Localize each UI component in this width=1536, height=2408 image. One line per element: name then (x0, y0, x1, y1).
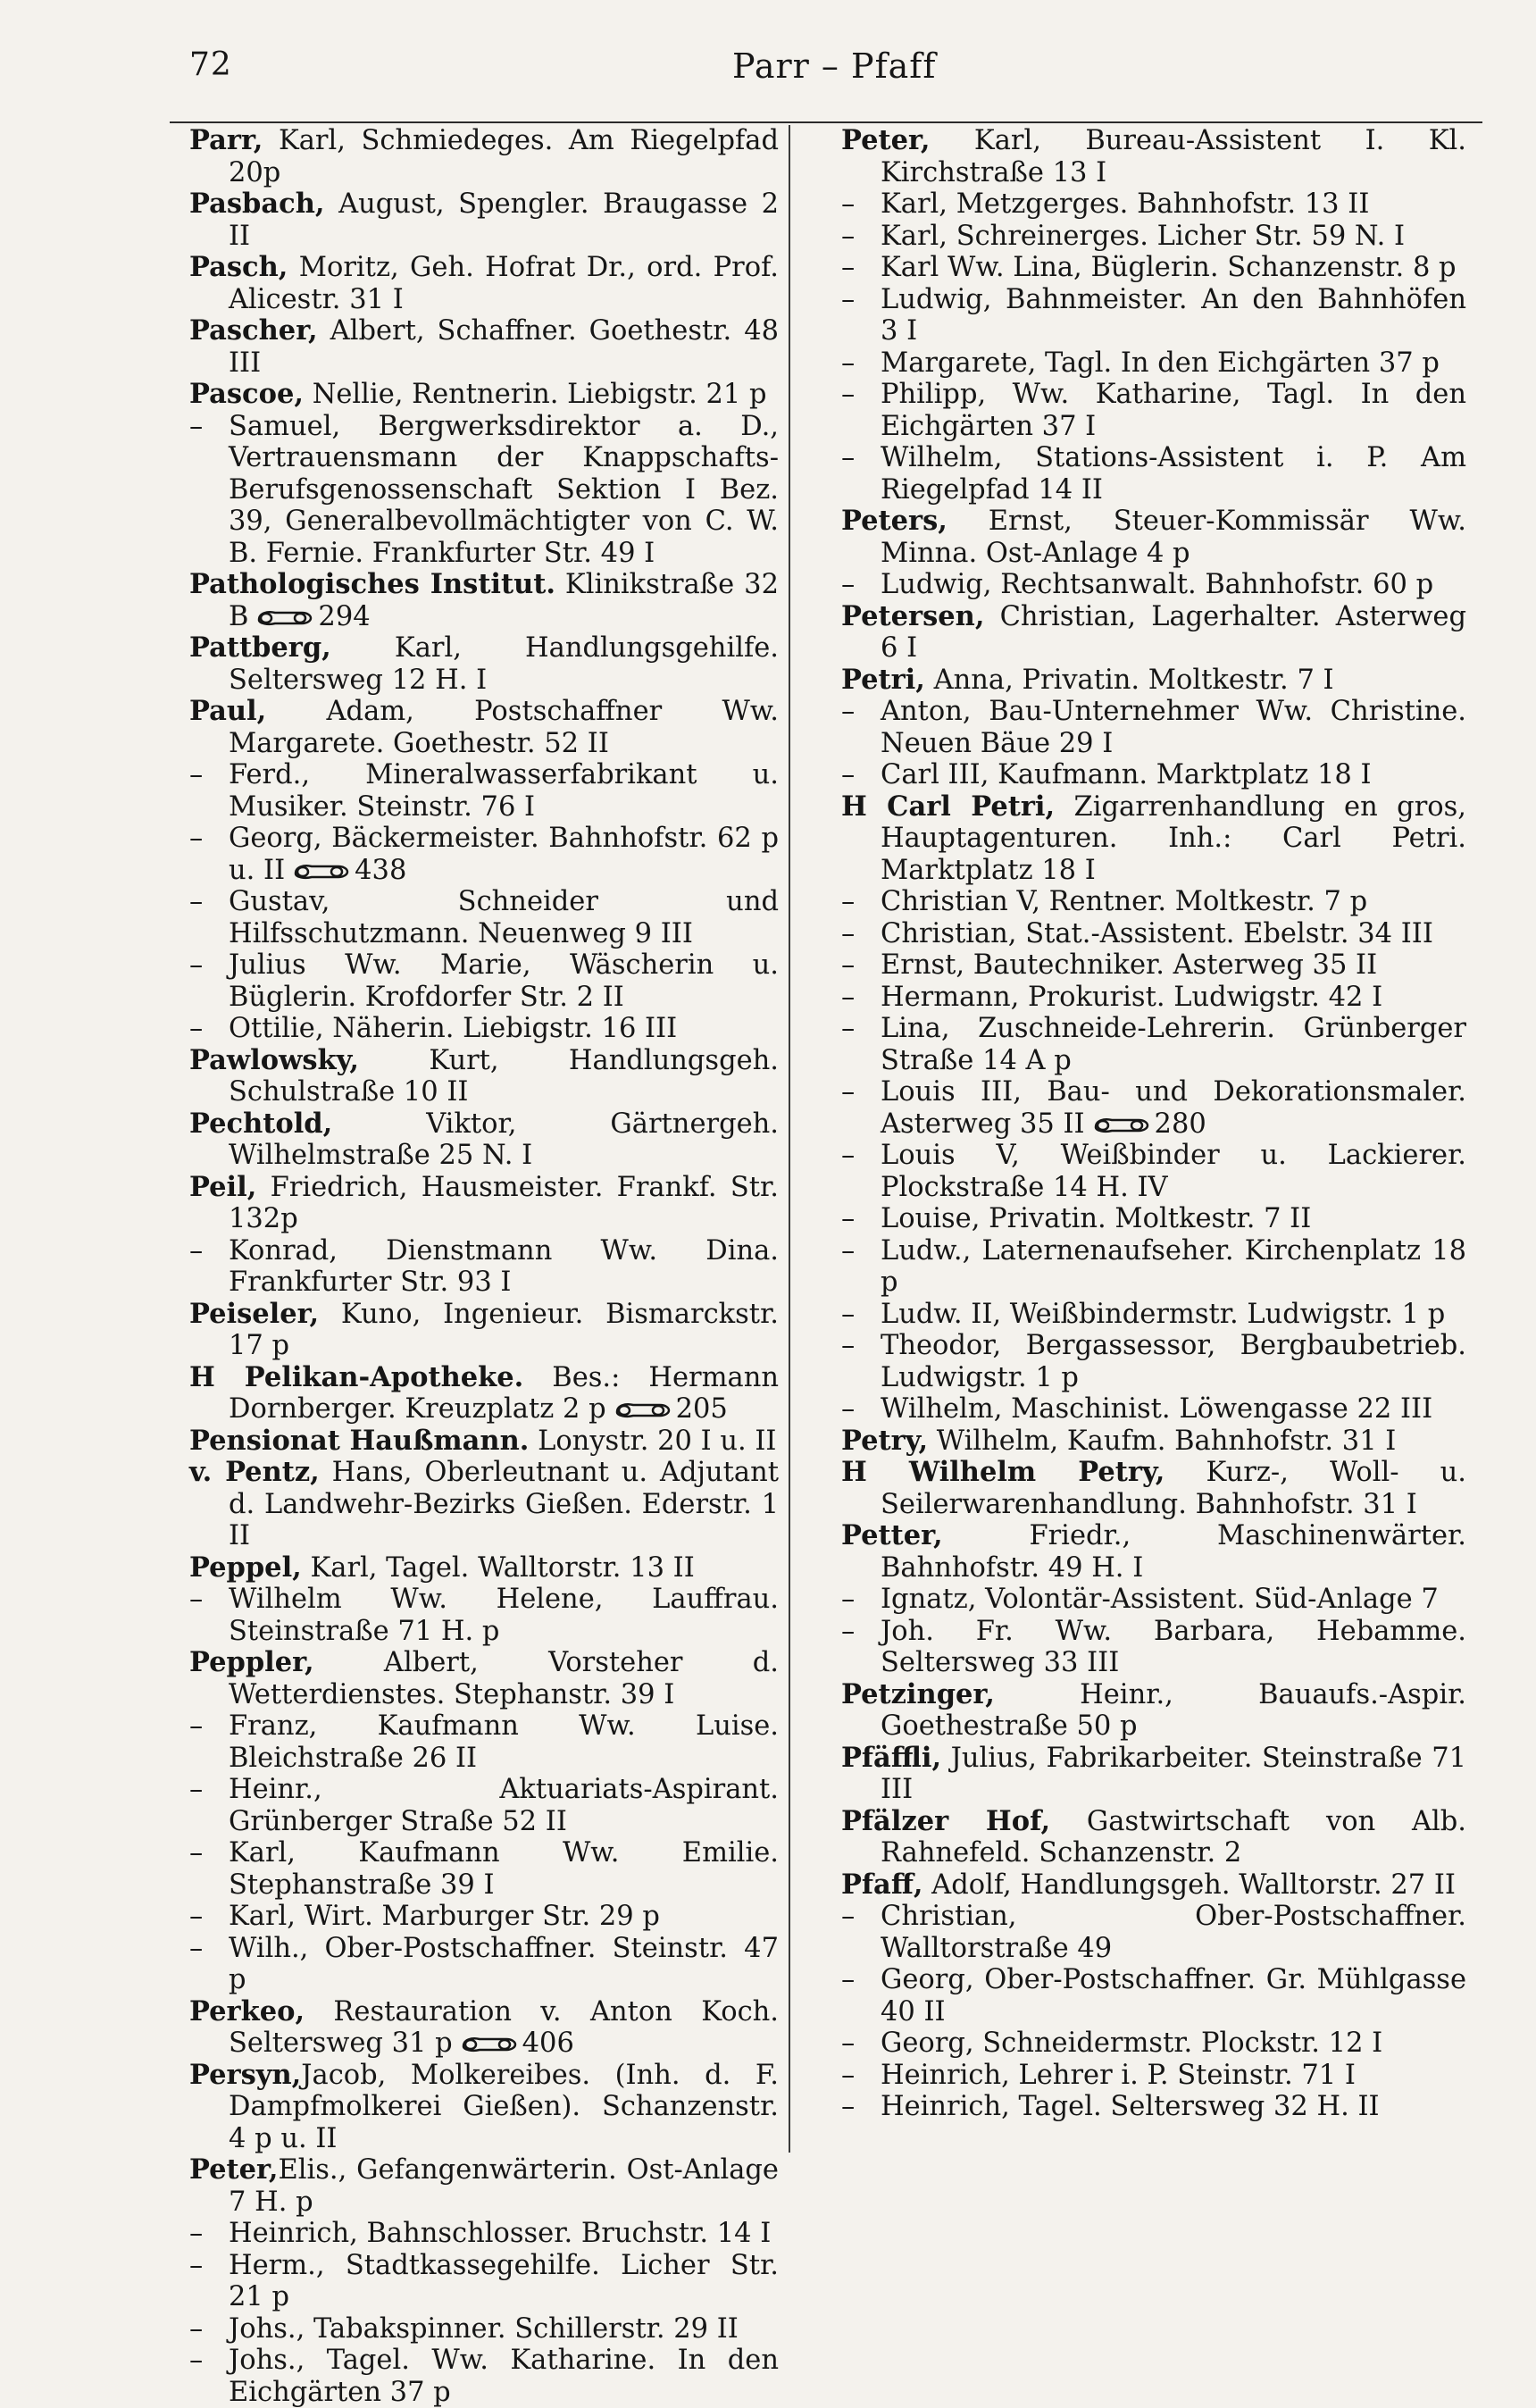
entry-text: Christian, Lagerhalter. Asterweg 6 I (881, 600, 1466, 664)
entry-text: Hermann, Prokurist. Ludwigstr. 42 I (881, 981, 1383, 1013)
directory-entry (189, 1299, 779, 1362)
directory-entry (189, 759, 779, 823)
directory-entry (189, 1457, 779, 1552)
entry-text: Kurz-, Woll- u. Seilerwarenhandlung. Bahnhofstr. 31 I (881, 1457, 1466, 1520)
entry-text: Friedr., Maschinenwärter. Bahnhofstr. 49 H. I (881, 1520, 1466, 1584)
entry-name: Pfaff, (841, 1868, 923, 1901)
repeat-dash: – (189, 1013, 204, 1044)
right-column (841, 125, 1466, 2123)
entry-text: Christian, Ober-Postschaffner. Walltorstraße 49 (881, 1901, 1466, 1964)
entry-text: Restauration v. Anton Koch. Seltersweg 31 p (229, 1995, 779, 2059)
repeat-dash: – (189, 886, 204, 917)
entry-name: Parr, (189, 124, 263, 156)
directory-entry (841, 252, 1466, 284)
entry-text: Johs., Tagel. Ww. Katharine. In den Eichgärten 37 p (229, 2345, 779, 2408)
directory-entry (841, 2028, 1466, 2060)
directory-entry (841, 1330, 1466, 1393)
entry-text: Friedrich, Hausmeister. Frankf. Str. 132p (229, 1171, 779, 1234)
entry-name: Pfälzer Hof, (841, 1804, 1051, 1837)
directory-entry (841, 2091, 1466, 2123)
directory-entry (841, 696, 1466, 759)
entry-text: Karl, Wirt. Marburger Str. 29 p (229, 1901, 660, 1932)
repeat-dash: – (841, 252, 856, 283)
entry-name: Petter, (841, 1519, 943, 1551)
phone-number: 280 (1154, 1108, 1206, 1140)
entry-text: Ludw., Laternenaufseher. Kirchenplatz 18 p (881, 1234, 1466, 1298)
repeat-dash: – (189, 823, 204, 854)
directory-entry (841, 1743, 1466, 1806)
telephone-icon (255, 607, 313, 629)
entry-text: Wilh., Ober-Postschaffner. Steinstr. 47 p (229, 1932, 779, 1995)
entry-text: Heinrich, Tagel. Seltersweg 32 H. II (881, 2091, 1380, 2122)
directory-entry (841, 188, 1466, 221)
repeat-dash: – (189, 949, 204, 981)
directory-entry (189, 2313, 779, 2345)
directory-entry (841, 1076, 1466, 1140)
entry-text: Ottilie, Näherin. Liebigstr. 16 III (229, 1013, 678, 1044)
directory-entry (189, 1647, 779, 1710)
directory-entry (841, 1679, 1466, 1743)
entry-name: Peters, (841, 505, 947, 537)
entry-text: Ludwig, Rechtsanwalt. Bahnhofstr. 60 p (881, 569, 1434, 600)
directory-entry (841, 791, 1466, 887)
entry-text: Karl, Bureau-Assistent I. Kl. Kirchstraße 13 I (881, 125, 1466, 188)
entry-text: Herm., Stadtkassegehilfe. Licher Str. 21 p (229, 2249, 779, 2312)
telephone-icon (1092, 1115, 1149, 1136)
entry-name: Peppler, (189, 1646, 314, 1678)
telephone-icon (292, 861, 349, 882)
directory-entry (841, 1235, 1466, 1299)
entry-name: Pattberg, (189, 631, 331, 664)
repeat-dash: – (189, 1901, 204, 1932)
directory-entry (189, 2345, 779, 2408)
repeat-dash: – (189, 1584, 204, 1615)
directory-entry (841, 221, 1466, 253)
repeat-dash: – (841, 1330, 856, 1361)
entry-text: Julius Ww. Marie, Wäscherin u. Büglerin. Krofdorfer Str. 2 II (229, 949, 779, 1013)
directory-entry (841, 284, 1466, 347)
entry-text: Louis III, Bau- und Dekorationsmaler. Asterweg 35 II (881, 1076, 1466, 1140)
repeat-dash: – (189, 2345, 204, 2376)
directory-entry (841, 1426, 1466, 1458)
directory-entry (189, 1235, 779, 1299)
directory-entry (189, 1710, 779, 1774)
entry-text: Klinikstraße 32 B (229, 569, 779, 632)
entry-text: Konrad, Dienstmann Ww. Dina. Frankfurter Str. 93 I (229, 1234, 779, 1298)
entry-text: Ignatz, Volontär-Assistent. Süd-Anlage 7 (881, 1584, 1439, 1615)
entry-text: Margarete, Tagl. In den Eichgärten 37 p (881, 347, 1440, 379)
telephone-icon (614, 1400, 671, 1421)
entry-text: Heinrich, Lehrer i. P. Steinstr. 71 I (881, 2059, 1356, 2091)
entry-text: Louis V, Weißbinder u. Lackierer. Plockstraße 14 H. IV (881, 1140, 1466, 1203)
entry-text: Christian, Stat.-Assistent. Ebelstr. 34 III (881, 917, 1433, 949)
entry-text: Karl, Metzgerges. Bahnhofstr. 13 II (881, 188, 1370, 220)
repeat-dash: – (189, 1710, 204, 1742)
entry-name: H Pelikan-Apotheke. (189, 1360, 524, 1393)
phone-number: 294 (318, 600, 371, 632)
directory-entry (189, 2154, 779, 2218)
phone-number: 438 (355, 854, 407, 886)
directory-entry (189, 1996, 779, 2060)
phone-number: 406 (522, 2028, 574, 2059)
repeat-dash: – (841, 759, 856, 790)
repeat-dash: – (841, 1901, 856, 1932)
directory-entry (189, 2060, 779, 2155)
entry-text: Heinrich, Bahnschlosser. Bruchstr. 14 I (229, 2218, 772, 2249)
repeat-dash: – (841, 1615, 856, 1647)
entry-text: Georg, Ober-Postschaffner. Gr. Mühlgasse 40 II (881, 1964, 1466, 2028)
directory-entry (189, 569, 779, 632)
directory-entry (189, 315, 779, 379)
entry-name: Petri, (841, 663, 925, 696)
directory-entry (841, 982, 1466, 1014)
directory-entry (841, 1013, 1466, 1076)
repeat-dash: – (189, 1774, 204, 1805)
directory-entry (189, 2250, 779, 2313)
phone-number: 205 (675, 1393, 728, 1425)
entry-name: Pascoe, (189, 378, 304, 410)
entry-text: Georg, Bäckermeister. Bahnhofstr. 62 p u. II (229, 823, 779, 886)
entry-text: Karl, Kaufmann Ww. Emilie. Stephanstraße 39 I (229, 1837, 779, 1901)
entry-text: August, Spengler. Braugasse 2 II (229, 188, 779, 252)
entry-text: Franz, Kaufmann Ww. Luise. Bleichstraße 26 II (229, 1710, 779, 1774)
entry-text: Gastwirtschaft von Alb. Rahnefeld. Schanzenstr. 2 (881, 1805, 1466, 1869)
entry-text: Nellie, Rentnerin. Liebigstr. 21 p (304, 379, 767, 410)
entry-name: Pathologisches Institut. (189, 568, 555, 600)
repeat-dash: – (841, 379, 856, 410)
directory-entry (189, 1837, 779, 1901)
directory-entry (189, 411, 779, 570)
entry-name: Peter, (841, 124, 931, 156)
entry-name: Pechtold, (189, 1107, 333, 1140)
directory-entry (189, 1774, 779, 1837)
directory-entry (841, 949, 1466, 982)
repeat-dash: – (841, 2059, 856, 2091)
entry-name: H Wilhelm Petry, (841, 1456, 1165, 1488)
entry-text: Christian V, Rentner. Moltkestr. 7 p (881, 886, 1368, 917)
directory-entry (189, 379, 779, 411)
directory-entry (841, 347, 1466, 380)
repeat-dash: – (189, 759, 204, 790)
directory-entry (841, 665, 1466, 697)
entry-name: Paul, (189, 695, 267, 727)
entry-text: Lina, Zuschneide-Lehrerin. Grünberger Straße 14 A p (881, 1013, 1466, 1076)
entry-text: Gustav, Schneider und Hilfsschutzmann. Neuenweg 9 III (229, 886, 779, 949)
directory-entry (189, 696, 779, 759)
directory-entry (189, 1901, 779, 1933)
entry-text: Julius, Fabrikarbeiter. Steinstraße 71 III (881, 1742, 1466, 1805)
repeat-dash: – (189, 2249, 204, 2281)
entry-text: Philipp, Ww. Katharine, Tagl. In den Eichgärten 37 I (881, 379, 1466, 442)
repeat-dash: – (189, 1837, 204, 1869)
directory-entry (841, 1806, 1466, 1869)
repeat-dash: – (841, 1964, 856, 1995)
entry-text: Wilhelm, Maschinist. Löwengasse 22 III (881, 1393, 1433, 1425)
entry-text: Heinr., Aktuariats-Aspirant. Grünberger Straße 52 II (229, 1774, 779, 1837)
repeat-dash: – (189, 1932, 204, 1964)
entry-text: Ernst, Steuer-Kommissär Ww. Minna. Ost-Anlage 4 p (881, 506, 1466, 569)
repeat-dash: – (841, 1584, 856, 1615)
repeat-dash: – (841, 949, 856, 981)
entry-text: Joh. Fr. Ww. Barbara, Hebamme. Seltersweg 33 III (881, 1615, 1466, 1678)
directory-entry (841, 1964, 1466, 2028)
entry-name: Peter, (189, 2153, 279, 2186)
repeat-dash: – (841, 569, 856, 600)
directory-entry (841, 125, 1466, 188)
repeat-dash: – (841, 188, 856, 220)
entry-name: Petersen, (841, 599, 985, 632)
entry-text: Ernst, Bautechniker. Asterweg 35 II (881, 949, 1378, 981)
directory-entry (841, 601, 1466, 665)
entry-name: Pasbach, (189, 188, 325, 220)
header-rule (170, 121, 1482, 123)
entry-text: Anton, Bau-Unternehmer Ww. Christine. Neuen Bäue 29 I (881, 696, 1466, 759)
entry-text: Karl, Tagel. Walltorstr. 13 II (301, 1551, 695, 1584)
directory-entry (189, 823, 779, 886)
repeat-dash: – (841, 1076, 856, 1108)
directory-entry (841, 379, 1466, 442)
directory-entry (189, 2218, 779, 2250)
directory-entry (189, 1013, 779, 1045)
left-column (189, 125, 779, 2408)
entry-text: Louise, Privatin. Moltkestr. 7 II (881, 1203, 1312, 1234)
entry-text: Ludw. II, Weißbindermstr. Ludwigstr. 1 p (881, 1298, 1446, 1330)
repeat-dash: – (841, 442, 856, 473)
repeat-dash: – (841, 886, 856, 917)
entry-text: Wilhelm, Stations-Assistent i. P. Am Riegelpfad 14 II (881, 442, 1466, 506)
entry-name: Persyn, (189, 2058, 302, 2091)
repeat-dash: – (189, 2312, 204, 2345)
entry-text: Karl, Schmiedeges. Am Riegelpfad 20p (229, 125, 779, 188)
directory-entry (841, 1616, 1466, 1679)
entry-text: Ferd., Mineralwasserfabrikant u. Musiker. Steinstr. 76 I (229, 759, 779, 823)
telephone-icon (460, 2034, 517, 2055)
directory-entry (189, 1933, 779, 1996)
directory-entry (841, 1299, 1466, 1331)
directory-entry (189, 949, 779, 1013)
repeat-dash: – (841, 1140, 856, 1171)
directory-entry (189, 1362, 779, 1426)
directory-entry (841, 442, 1466, 506)
entry-text: Moritz, Geh. Hofrat Dr., ord. Prof. Alicestr. 31 I (229, 252, 779, 315)
directory-entry (841, 506, 1466, 569)
directory-entry (841, 886, 1466, 918)
directory-entry (189, 632, 779, 696)
page-number: 72 (189, 46, 232, 83)
entry-text: Elis., Gefangenwärterin. Ost-Anlage 7 H. p (229, 2154, 779, 2218)
entry-text: Kurt, Handlungsgeh. Schulstraße 10 II (229, 1044, 779, 1108)
entry-name: Petry, (841, 1424, 929, 1457)
entry-name: Pfäffli, (841, 1741, 942, 1774)
entry-name: Pascher, (189, 314, 318, 347)
repeat-dash: – (189, 410, 204, 442)
repeat-dash: – (841, 283, 856, 315)
entry-name: Peppel, (189, 1551, 302, 1584)
entry-text: Jacob, Molkereibes. (Inh. d. F. Dampfmolkerei Gießen). Schanzenstr. 4 p u. II (229, 2059, 779, 2154)
entry-name: Pensionat Haußmann. (189, 1424, 530, 1457)
entry-text: Kuno, Ingenieur. Bismarckstr. 17 p (229, 1298, 779, 1361)
directory-entry (189, 252, 779, 315)
repeat-dash: – (841, 1013, 856, 1044)
directory-entry (841, 1393, 1466, 1426)
repeat-dash: – (841, 1203, 856, 1234)
repeat-dash: – (841, 1298, 856, 1330)
directory-entry (841, 2060, 1466, 2092)
entry-text: Hans, Oberleutnant u. Adjutant d. Landwehr-Bezirks Gießen. Ederstr. 1 II (229, 1457, 779, 1551)
directory-entry (841, 1457, 1466, 1520)
directory-entry (189, 1584, 779, 1647)
entry-text: Anna, Privatin. Moltkestr. 7 I (924, 664, 1334, 696)
entry-text: Lonystr. 20 I u. II (529, 1425, 777, 1457)
entry-text: Wilhelm Ww. Helene, Lauffrau. Steinstraße 71 H. p (229, 1584, 779, 1647)
directory-entry (189, 125, 779, 188)
repeat-dash: – (841, 347, 856, 379)
directory-entry (189, 886, 779, 949)
directory-entry (841, 1584, 1466, 1616)
entry-text: Karl, Handlungsgehilfe. Seltersweg 12 H. I (229, 632, 779, 696)
entry-text: Heinr., Bauaufs.-Aspir. Goethestraße 50 p (881, 1678, 1466, 1742)
entry-name: Peil, (189, 1170, 257, 1203)
directory-entry (841, 1901, 1466, 1964)
directory-entry (841, 569, 1466, 601)
entry-text: Georg, Schneidermstr. Plockstr. 12 I (881, 2028, 1383, 2059)
entry-text: Carl III, Kaufmann. Marktplatz 18 I (881, 759, 1372, 790)
entry-name: H Carl Petri, (841, 790, 1056, 823)
entry-text: Albert, Vorsteher d. Wetterdienstes. Stephanstr. 39 I (229, 1647, 779, 1710)
entry-name: Perkeo, (189, 1994, 305, 2028)
entry-name: Pawlowsky, (189, 1043, 360, 1076)
entry-name: Petzinger, (841, 1677, 995, 1710)
directory-entry (841, 1203, 1466, 1235)
entry-text: Johs., Tabakspinner. Schillerstr. 29 II (229, 2312, 739, 2345)
entry-text: Bes.: Hermann Dornberger. Kreuzplatz 2 p (229, 1361, 779, 1425)
repeat-dash: – (841, 1234, 856, 1267)
entry-text: Albert, Schaffner. Goethestr. 48 III (229, 315, 779, 379)
entry-text: Karl Ww. Lina, Büglerin. Schanzenstr. 8 p (881, 252, 1457, 283)
entry-text: Samuel, Bergwerksdirektor a. D., Vertrauensmann der Knappschafts-Berufsgenossenschaft Sektion I Bez. 39, Generalbevollmächtigter von C. W. B. Fernie. Frankfurter Str. 49 I (229, 410, 779, 569)
repeat-dash: – (189, 2218, 204, 2249)
entry-text: Zigarrenhandlung en gros, Hauptagenturen. Inh.: Carl Petri. Marktplatz 18 I (881, 790, 1466, 886)
directory-entry (841, 918, 1466, 950)
entry-name: Peiseler, (189, 1297, 320, 1330)
entry-text: Wilhelm, Kaufm. Bahnhofstr. 31 I (928, 1425, 1397, 1457)
entry-text: Viktor, Gärtnergeh. Wilhelmstraße 25 N. I (229, 1108, 779, 1171)
repeat-dash: – (841, 220, 856, 252)
directory-entry (841, 759, 1466, 791)
repeat-dash: – (841, 2028, 856, 2059)
entry-text: Karl, Schreinerges. Licher Str. 59 N. I (881, 220, 1406, 252)
entry-text: Theodor, Bergassessor, Bergbaubetrieb. Ludwigstr. 1 p (881, 1330, 1466, 1393)
entry-name: Pasch, (189, 251, 288, 283)
directory-entry (189, 1172, 779, 1235)
repeat-dash: – (841, 1393, 856, 1425)
directory-entry (189, 1426, 779, 1458)
repeat-dash: – (189, 1234, 204, 1267)
repeat-dash: – (841, 696, 856, 727)
entry-text: Ludwig, Bahnmeister. An den Bahnhöfen 3 I (881, 283, 1466, 347)
running-head: Parr – Pfaff (732, 46, 937, 86)
directory-entry (189, 1108, 779, 1172)
directory-entry (189, 1045, 779, 1108)
entry-text: Adam, Postschaffner Ww. Margarete. Goethestr. 52 II (229, 696, 779, 759)
directory-entry (189, 188, 779, 252)
directory-entry (841, 1869, 1466, 1902)
repeat-dash: – (841, 917, 856, 949)
column-divider (789, 125, 790, 2153)
entry-name: v. Pentz, (189, 1456, 320, 1488)
directory-entry (841, 1520, 1466, 1584)
directory-entry (841, 1140, 1466, 1203)
directory-entry (189, 1552, 779, 1584)
repeat-dash: – (841, 981, 856, 1013)
entry-text: Adolf, Handlungsgeh. Walltorstr. 27 II (922, 1869, 1456, 1901)
repeat-dash: – (841, 2091, 856, 2122)
